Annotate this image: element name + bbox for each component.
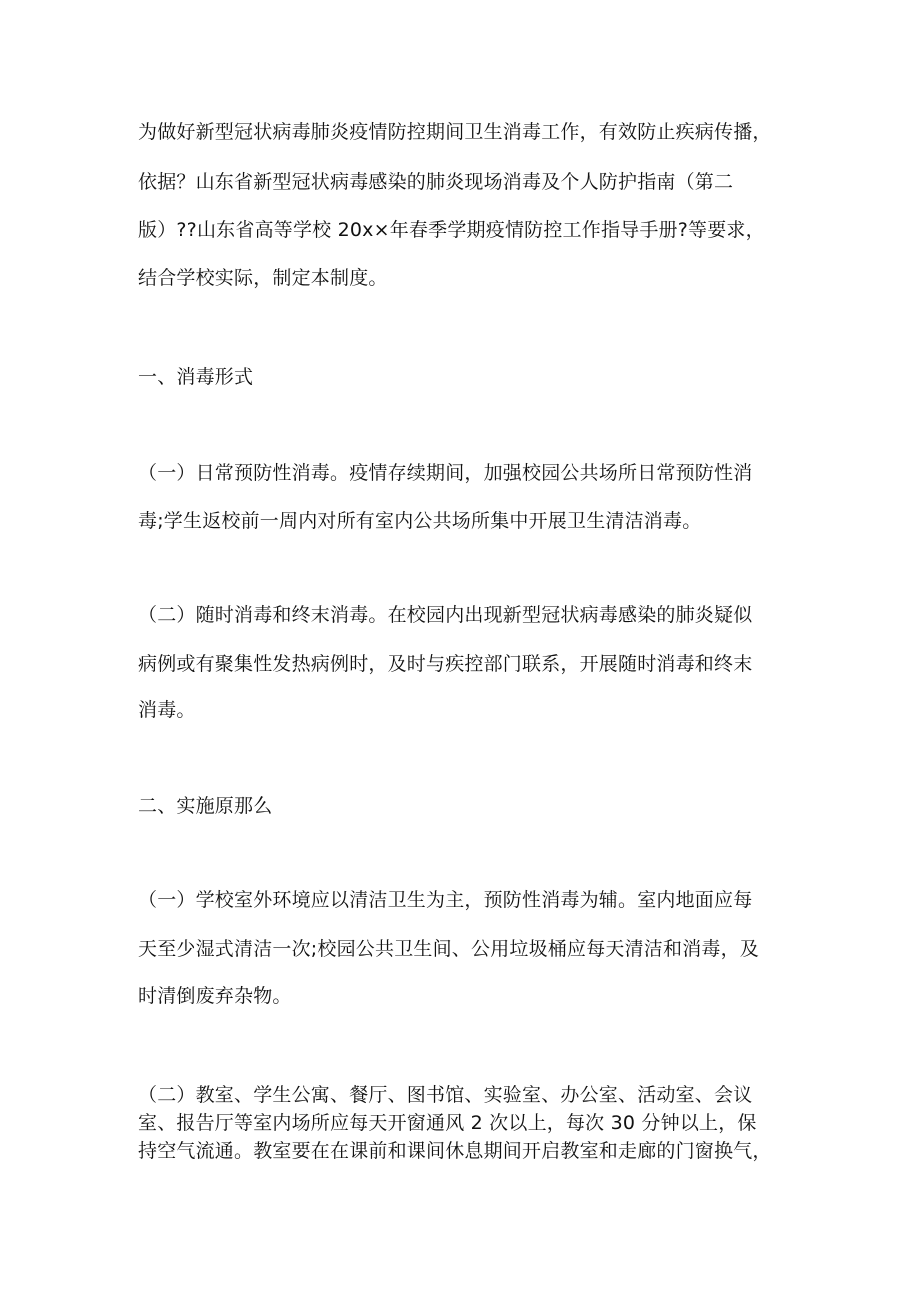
section-1-p2-line-3: 消毒。 xyxy=(138,699,196,721)
section-2-heading: 二、实施原那么 xyxy=(138,795,273,817)
section-2-p1-line-3: 时清倒废弃杂物。 xyxy=(138,985,292,1007)
section-2-p2-line-2: 室、报告厅等室内场所应每天开窗通风 2 次以上，每次 30 分钟以上，保 xyxy=(138,1112,757,1134)
section-2-p2-line-1: （二）教室、学生公寓、餐厅、图书馆、实验室、办公室、活动室、会议 xyxy=(138,1084,753,1106)
section-1-p2-line-2: 病例或有聚集性发热病例时，及时与疾控部门联系，开展随时消毒和终末 xyxy=(138,653,753,675)
section-2-p2-line-3: 持空气流通。教室要在在课前和课间休息期间开启教室和走廊的门窗换气， xyxy=(138,1140,772,1162)
intro-line-3: 版）??山东省高等学校 20x×年春季学期疫情防控工作指导手册?等要求， xyxy=(138,219,765,241)
section-1-p2-line-1: （二）随时消毒和终末消毒。在校园内出现新型冠状病毒感染的肺炎疑似 xyxy=(138,604,753,626)
section-2-p1-line-2: 天至少湿式清洁一次;校园公共卫生间、公用垃圾桶应每天清洁和消毒，及 xyxy=(138,938,760,960)
section-2-p1-line-1: （一）学校室外环境应以清洁卫生为主，预防性消毒为辅。室内地面应每 xyxy=(138,889,753,911)
section-1-p1-line-2: 毒;学生返校前一周内对所有室内公共场所集中开展卫生清洁消毒。 xyxy=(138,510,702,532)
intro-line-2: 依据？山东省新型冠状病毒感染的肺炎现场消毒及个人防护指南（第二 xyxy=(138,171,734,193)
section-1-p1-line-1: （一）日常预防性消毒。疫情存续期间，加强校园公共场所日常预防性消 xyxy=(138,462,753,484)
intro-line-1: 为做好新型冠状病毒肺炎疫情防控期间卫生消毒工作，有效防止疾病传播， xyxy=(138,121,772,143)
section-1-heading: 一、消毒形式 xyxy=(138,366,254,388)
intro-line-4: 结合学校实际，制定本制度。 xyxy=(138,267,388,289)
